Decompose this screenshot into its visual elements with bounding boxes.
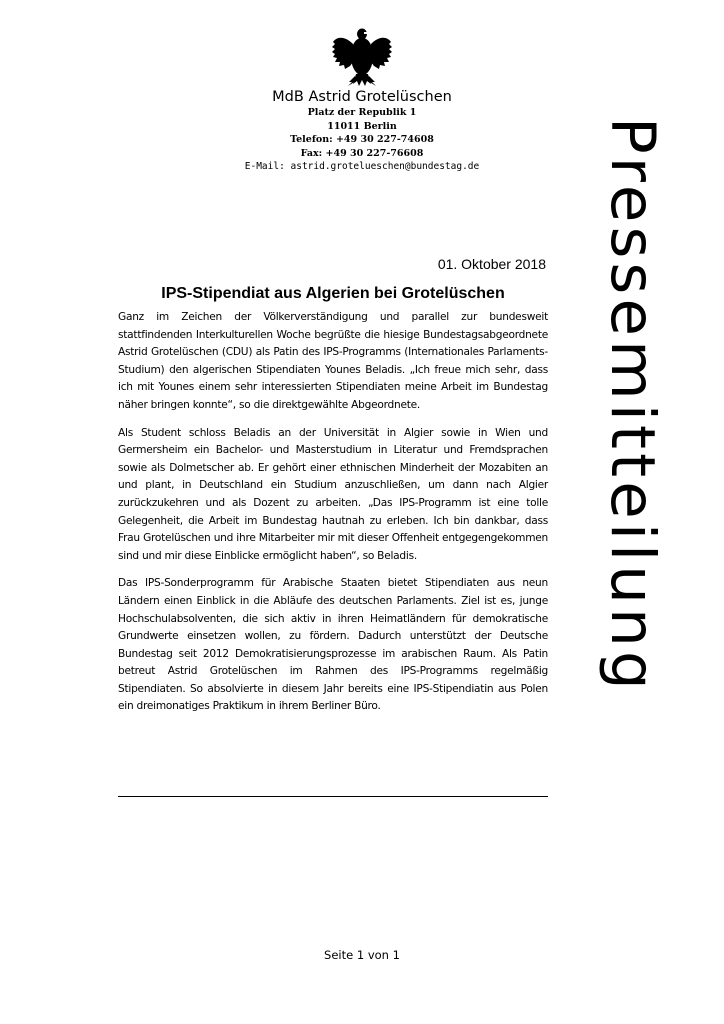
letterhead-phone: Telefon: +49 30 227-74608: [290, 134, 434, 145]
letterhead-street: Platz der Republik 1: [307, 107, 417, 118]
letterhead-name: MdB Astrid Grotelüschen: [272, 89, 452, 105]
bundesadler-eagle-icon: [331, 24, 393, 88]
letterhead: [150, 88, 574, 173]
letterhead-fax: Fax: +49 30 227-76608: [300, 147, 424, 159]
body-paragraph-2: Als Student schloss Beladis an der Universität in Algier sowie in Wien und Germersheim ein Bachelor- und Masterstudium in Literatur und Fremdsprachen sowie als Dolmetscher ab. Er gehört einer ethnischen Minderheit der Mozabiten an und plant, in Deutschland ein Studium anzuschließen, um dann nach Algier zurückzukehren und als Dozent zu arbeiten. „Das IPS-Programm ist eine tolle Gelegenheit, die Arbeit im Bundestag hautnah zu erleben. Ich bin dankbar, dass Frau Grotelüschen und ihre Mitarbeiter mir mit dieser Offenheit entgegengekommen sind und mir diese Einblicke ermöglicht haben“, so Beladis.: [118, 426, 548, 562]
press-release-headline: IPS-Stipendiat aus Algerien bei Grotelüschen: [161, 285, 505, 302]
body-paragraph-3: Das IPS-Sonderprogramm für Arabische Staaten bietet Stipendiaten aus neun Ländern einen Einblick in die Abläufe des deutschen Parlaments. Ziel ist es, junge Hochschulabsolventen, die sich aktiv in ihren Heimatländern für demokratische Grundwerte einsetzen wollen, zu fördern. Dadurch unterstützt der Deutsche Bundestag seit 2012 Demokratisierungsprozesse im arabischen Raum. Als Patin betreut Astrid Grotelüschen im Rahmen des IPS-Programms regelmäßig Stipendiaten. So absolvierte in diesem Jahr bereits eine IPS-Stipendiatin aus Polen ein dreimonatiges Praktikum in ihrem Berliner Büro.: [118, 577, 548, 713]
letterhead-email: E-Mail: astrid.grotelueschen@bundestag.de: [244, 161, 480, 172]
press-release-date: 01. Oktober 2018: [437, 256, 546, 272]
press-release-body: [118, 309, 548, 726]
body-paragraph-1: Ganz im Zeichen der Völkerverständigung und parallel zur bundesweit stattfindenden Interkulturellen Woche begrüßte die hiesige Bundestagsabgeordnete Astrid Grotelüschen (CDU) als Patin des IPS-Programms (Internationales Parlaments-Studium) den algerischen Stipendiaten Younes Beladis. „Ich freue mich sehr, dass ich mit Younes einem sehr interessierten Stipendiaten meine Arbeit im Bundestag näher bringen konnte“, so die direktgewählte Abgeordnete.: [118, 311, 548, 411]
page-number-footer: Seite 1 von 1: [324, 948, 400, 962]
document-type-vertical-title: [595, 117, 670, 857]
document-type-label: Pressemitteilung: [597, 117, 668, 694]
end-of-text-divider: [118, 796, 548, 797]
letterhead-city: 11011 Berlin: [327, 120, 397, 132]
